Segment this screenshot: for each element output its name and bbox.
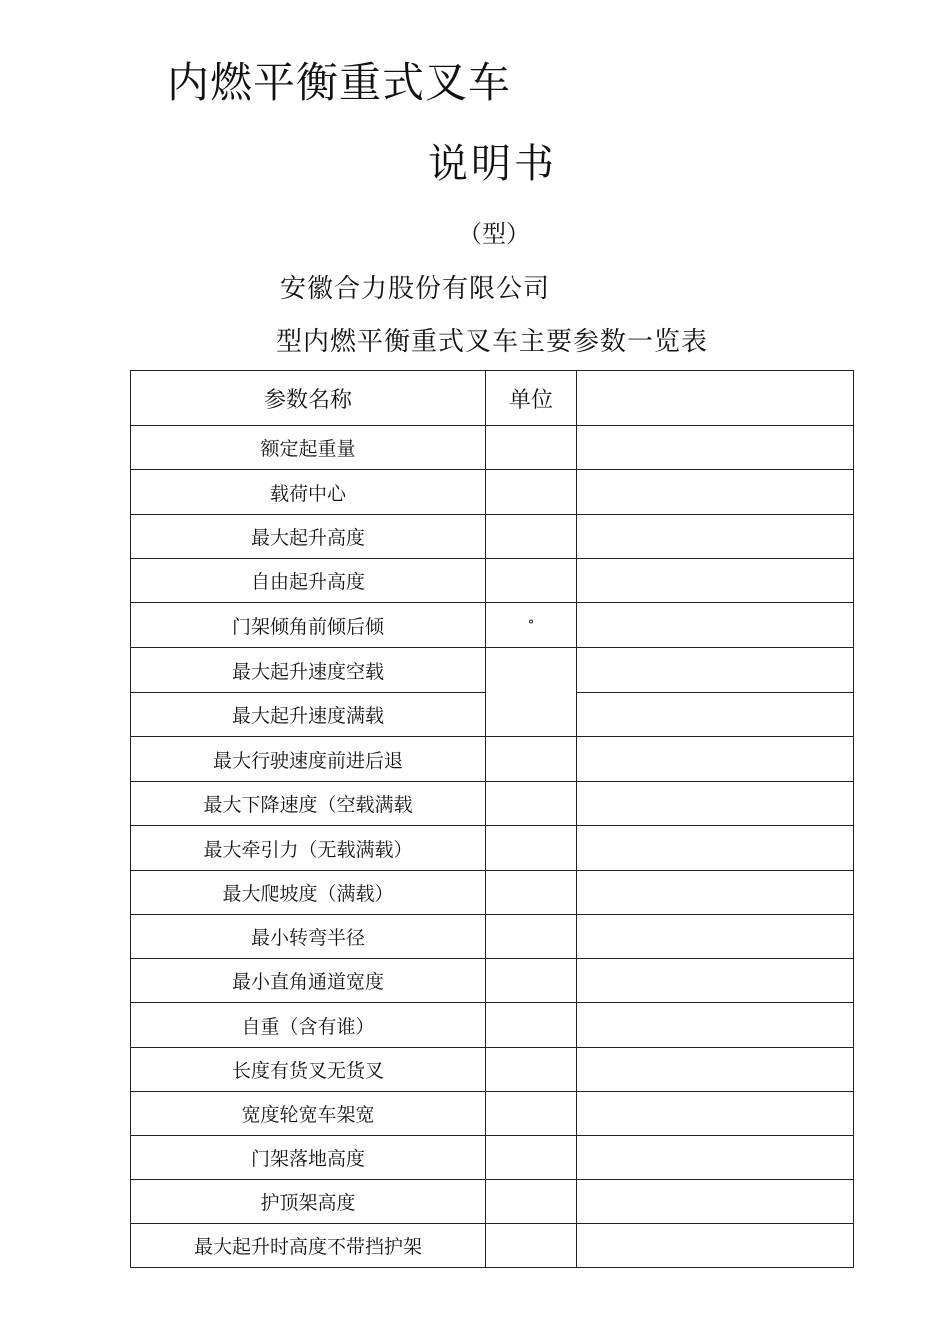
document-title: 内燃平衡重式叉车 — [167, 58, 512, 107]
unit-cell — [486, 959, 577, 1003]
document-subtitle: 说明书 — [428, 141, 557, 187]
value-cell — [577, 603, 854, 648]
table-title: 型内燃平衡重式叉车主要参数一览表 — [276, 327, 709, 357]
unit-cell — [486, 426, 577, 470]
company-name: 安徽合力股份有限公司 — [280, 274, 551, 304]
table-row — [131, 559, 854, 603]
table-row — [131, 515, 854, 559]
value-cell — [577, 1092, 854, 1136]
table-row — [131, 1224, 854, 1268]
parameter-name-cell: 长度有货叉无货叉 — [131, 1048, 486, 1092]
value-cell — [577, 559, 854, 603]
parameter-name-cell: 最大起升速度满载 — [131, 693, 486, 737]
unit-cell — [486, 915, 577, 959]
parameter-name-cell: 最大起升时高度不带挡护架 — [131, 1224, 486, 1268]
parameter-name-cell: 最大爬坡度（满载） — [131, 871, 486, 915]
unit-cell — [486, 1136, 577, 1180]
table-row — [131, 915, 854, 959]
unit-cell — [486, 648, 577, 737]
parameter-name-cell: 最大下降速度（空载满载 — [131, 782, 486, 826]
parameter-name-cell: 最小转弯半径 — [131, 915, 486, 959]
unit-cell: ° — [486, 603, 577, 648]
table-row — [131, 782, 854, 826]
parameter-name-cell: 最大起升高度 — [131, 515, 486, 559]
value-cell — [577, 1136, 854, 1180]
table-row — [131, 826, 854, 871]
parameter-name-cell: 额定起重量 — [131, 426, 486, 470]
value-cell — [577, 871, 854, 915]
unit-cell — [486, 871, 577, 915]
table-row — [131, 1003, 854, 1048]
unit-cell — [486, 1048, 577, 1092]
unit-cell — [486, 559, 577, 603]
header-value — [577, 371, 854, 426]
table-header-row — [131, 371, 854, 426]
table-row — [131, 1180, 854, 1224]
header-parameter-name: 参数名称 — [131, 371, 486, 426]
unit-cell — [486, 782, 577, 826]
parameter-name-cell: 最大起升速度空载 — [131, 648, 486, 693]
parameters-table — [130, 370, 854, 1268]
unit-cell — [486, 470, 577, 515]
table-row — [131, 648, 854, 693]
unit-cell — [486, 1092, 577, 1136]
parameter-name-cell: 宽度轮宽车架宽 — [131, 1092, 486, 1136]
parameter-name-cell: 自重（含有谁） — [131, 1003, 486, 1048]
unit-cell — [486, 1180, 577, 1224]
value-cell — [577, 915, 854, 959]
unit-cell — [486, 515, 577, 559]
unit-cell — [486, 1003, 577, 1048]
parameter-name-cell: 自由起升高度 — [131, 559, 486, 603]
value-cell — [577, 1003, 854, 1048]
value-cell — [577, 782, 854, 826]
parameter-name-cell: 最大牵引力（无载满载） — [131, 826, 486, 871]
unit-cell — [486, 1224, 577, 1268]
value-cell — [577, 737, 854, 782]
unit-cell — [486, 826, 577, 871]
value-cell — [577, 959, 854, 1003]
parameter-name-cell: 护顶架高度 — [131, 1180, 486, 1224]
table-row — [131, 1092, 854, 1136]
value-cell — [577, 648, 854, 693]
parameter-name-cell: 门架落地高度 — [131, 1136, 486, 1180]
table-row — [131, 959, 854, 1003]
unit-cell — [486, 737, 577, 782]
model-designation: （型） — [458, 220, 530, 248]
table-row — [131, 426, 854, 470]
table-row — [131, 1136, 854, 1180]
value-cell — [577, 1224, 854, 1268]
table-row — [131, 603, 854, 648]
table-row — [131, 1048, 854, 1092]
table-row — [131, 871, 854, 915]
parameter-name-cell: 载荷中心 — [131, 470, 486, 515]
value-cell — [577, 826, 854, 871]
table-row — [131, 470, 854, 515]
value-cell — [577, 515, 854, 559]
value-cell — [577, 1048, 854, 1092]
value-cell — [577, 693, 854, 737]
parameter-name-cell: 最小直角通道宽度 — [131, 959, 486, 1003]
parameter-name-cell: 最大行驶速度前进后退 — [131, 737, 486, 782]
table-row — [131, 737, 854, 782]
header-unit: 单位 — [486, 371, 577, 426]
parameter-name-cell: 门架倾角前倾后倾 — [131, 603, 486, 648]
value-cell — [577, 1180, 854, 1224]
value-cell — [577, 470, 854, 515]
value-cell — [577, 426, 854, 470]
